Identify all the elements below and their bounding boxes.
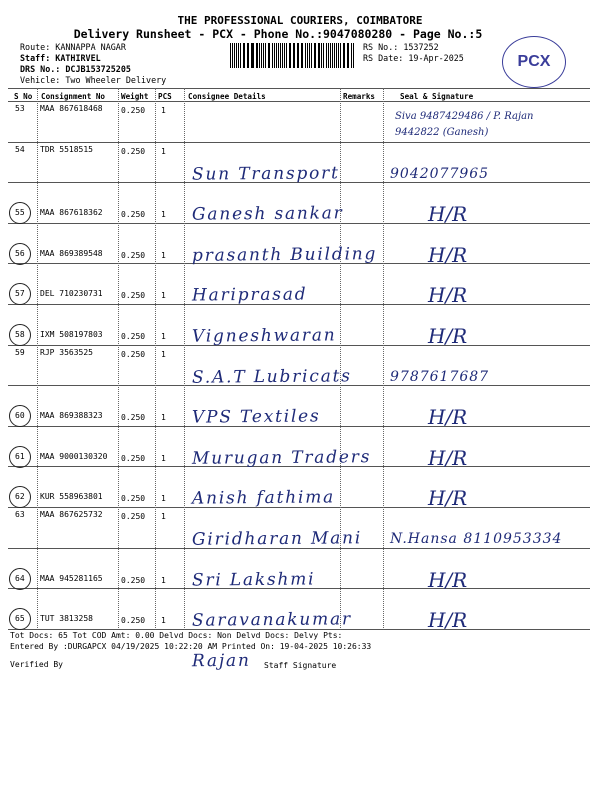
row-consignee-handwritten: Hariprasad	[191, 284, 308, 306]
col-divider	[118, 88, 119, 628]
row-consignee-handwritten: Vigneshwaran	[191, 325, 337, 347]
row-consignment-no: MAA 945281165	[40, 573, 103, 583]
col-header-seal: Seal & Signature	[400, 92, 474, 101]
row-weight: 0.250	[121, 575, 146, 585]
row-consignment-no: MAA 869389548	[40, 248, 103, 258]
row-sno: 65	[15, 614, 25, 624]
row-seal-signature: 9042077965	[390, 165, 490, 182]
row-weight: 0.250	[121, 250, 146, 260]
row-pcs: 1	[161, 453, 166, 463]
col-header-sno: S No	[14, 92, 33, 101]
row-sno: 56	[15, 248, 25, 258]
barcode	[230, 43, 355, 68]
row-weight: 0.250	[121, 146, 146, 156]
row-seal-signature: H/R	[428, 486, 468, 511]
col-divider	[155, 88, 156, 628]
row-consignee-handwritten: Rajan	[191, 650, 251, 672]
row-weight: 0.250	[121, 210, 146, 220]
row-sno: 60	[15, 411, 25, 421]
staff-label: Staff: KATHIRVEL	[20, 53, 101, 63]
row-pcs: 1	[161, 349, 166, 359]
row-pcs: 1	[161, 616, 166, 626]
row-seal-signature: H/R	[428, 445, 468, 470]
row-consignee-handwritten: Murugan Traders	[191, 447, 372, 469]
row-consignment-no: KUR 558963801	[40, 492, 103, 502]
drs-number: DRS No.: DCJB153725205	[20, 64, 131, 74]
row-sno: 62	[15, 492, 25, 502]
entered-by-line: Entered By :DURGAPCX 04/19/2025 10:22:20 AM Printed On: 19-04-2025 10:26:33	[10, 642, 372, 651]
row-consignment-no: MAA 867618362	[40, 208, 103, 218]
row-sno: 63	[15, 510, 25, 519]
row-weight: 0.250	[121, 453, 146, 463]
col-divider	[37, 88, 38, 628]
row-pcs: 1	[161, 106, 166, 115]
row-weight: 0.250	[121, 332, 146, 341]
row-pcs: 1	[161, 210, 166, 220]
row-pcs: 1	[161, 413, 166, 423]
row-pcs: 1	[161, 575, 166, 585]
row-pcs: 1	[161, 332, 166, 341]
col-header-pcs: PCS	[158, 92, 172, 101]
row-weight: 0.250	[121, 291, 146, 301]
row-pcs: 1	[161, 146, 166, 156]
row-consignee-handwritten: Anish fathima	[191, 487, 336, 510]
row-consignee-handwritten: Saravanakumar	[191, 609, 352, 631]
row-consignee-handwritten: Giridharan Mani	[191, 528, 363, 550]
row-sno: 53	[15, 104, 25, 113]
rs-number: RS No.: 1537252	[363, 42, 439, 52]
row-consignment-no: RJP 3563525	[40, 347, 93, 357]
row-weight: 0.250	[121, 616, 146, 626]
row-sno: 55	[15, 208, 25, 218]
row-seal-signature: H/R	[428, 283, 468, 308]
row-consignee-handwritten: Ganesh sankar	[191, 203, 344, 225]
col-divider	[184, 88, 185, 628]
col-header-remarks: Remarks	[343, 92, 376, 101]
row-consignment-no: MAA 867625732	[40, 510, 103, 519]
col-header-consignee: Consignee Details	[188, 92, 266, 101]
row-consignment-no: MAA 9000130320	[40, 451, 108, 461]
totals-line: Tot Docs: 65 Tot COD Amt: 0.00 Delvd Docs: Non Delvd Docs: Delvy Pts:	[10, 631, 343, 640]
col-header-consignment: Consignment No	[41, 92, 106, 101]
pcx-stamp: PCX	[502, 36, 566, 88]
row-seal-signature: 9787617687	[390, 368, 490, 385]
route-label: Route: KANNAPPA NAGAR	[20, 42, 126, 52]
row-consignee-handwritten: VPS Textiles	[191, 406, 321, 428]
col-header-weight: Weight	[121, 92, 149, 101]
vehicle-label: Vehicle: Two Wheeler Delivery	[20, 75, 167, 85]
staff-signature-label: Staff Signature	[264, 661, 337, 670]
row-sno: 57	[15, 289, 25, 299]
row-weight: 0.250	[121, 106, 146, 115]
rs-date: RS Date: 19-Apr-2025	[363, 53, 464, 63]
row-seal-signature: H/R	[428, 567, 468, 592]
row-consignment-no: MAA 869388323	[40, 411, 103, 421]
row-consignee-handwritten: Sun Transport	[191, 162, 340, 185]
verified-by-label: Verified By	[10, 660, 63, 669]
row-weight: 0.250	[121, 512, 146, 521]
row-pcs: 1	[161, 250, 166, 260]
row-seal-signature: N.Hansa 8110953334	[390, 531, 563, 547]
company-title: THE PROFESSIONAL COURIERS, COIMBATORE	[177, 14, 423, 27]
row-weight: 0.250	[121, 494, 146, 504]
row-seal-signature: H/R	[428, 202, 468, 227]
row-consignee-handwritten: prasanth Building	[191, 243, 378, 266]
row-seal-signature: H/R	[428, 405, 468, 430]
col-divider	[383, 88, 384, 628]
row-sno: 58	[15, 330, 25, 339]
row-sno: 54	[15, 144, 25, 154]
row-sno: 64	[15, 573, 25, 583]
row-consignment-no: DEL 710230731	[40, 289, 103, 299]
row-consignee-handwritten: S.A.T Lubricats	[191, 365, 352, 388]
row-seal-signature: Siva 9487429486 / P. Rajan 9442822 (Ganesh)	[395, 111, 534, 138]
row-consignment-no: MAA 867618468	[40, 104, 103, 113]
row-divider	[8, 142, 590, 143]
row-consignment-no: IXM 508197803	[40, 330, 103, 339]
row-seal-signature: H/R	[428, 242, 468, 267]
header-bottom-border	[8, 101, 590, 102]
row-consignment-no: TDR 5518515	[40, 144, 93, 154]
row-sno: 59	[15, 347, 25, 357]
row-pcs: 1	[161, 291, 166, 301]
row-sno: 61	[15, 451, 25, 461]
row-pcs: 1	[161, 494, 166, 504]
runsheet-subtitle: Delivery Runsheet - PCX - Phone No.:9047080280 - Page No.:5	[73, 27, 483, 41]
row-consignee-handwritten: Sri Lakshmi	[191, 569, 316, 591]
row-pcs: 1	[161, 512, 166, 521]
row-seal-signature: H/R	[428, 324, 468, 348]
table-top-border	[8, 88, 590, 89]
row-seal-signature: H/R	[428, 608, 468, 633]
row-consignment-no: TUT 3813258	[40, 614, 93, 624]
row-weight: 0.250	[121, 413, 146, 423]
row-weight: 0.250	[121, 349, 146, 359]
